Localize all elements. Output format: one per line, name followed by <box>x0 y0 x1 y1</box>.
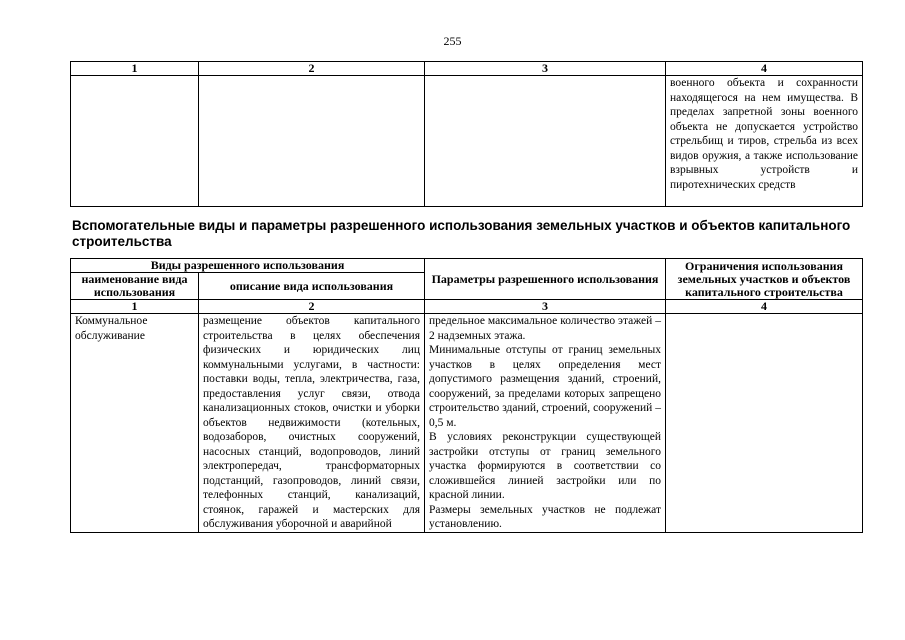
use-description: размещение объектов капитального строительства в целях обеспечения физических и юридических лиц коммунальными услугами, в частности: поставки воды, тепла, электричества, газа, предоставления услуг связи, отвода канализационных стоков, очистки и уборки объектов недвижимости (котельных, водозаборов, очистных сооружений, насосных станций, водопроводов, линий электропередач, трансформаторных подстанций, газопроводов, линий связи, телефонных станций, канализаций, стоянок, гаражей и мастерских для обслуживания уборочной и аварийной <box>199 314 425 533</box>
parameter-setbacks: Минимальные отступы от границ земельных участков в целях определения мест допустимого размещения зданий, строений, сооружений, за пределами которых запрещено строительство зданий, строений, сооружений – 0,5 м. <box>429 344 661 429</box>
parameter-reconstruction: В условиях реконструкции существующей застройки отступы от границ земельного участка формируются в соответствии со сложившейся линией застройки или по красной линии. <box>429 431 661 501</box>
parameter-plot-size: Размеры земельных участков не подлежат установлению. <box>429 503 661 530</box>
use-parameters <box>425 314 666 533</box>
column-number-3: 3 <box>425 300 666 314</box>
parameter-floors: предельное максимальное количество этажей – 2 надземных этажа. <box>429 315 661 342</box>
section-heading: Вспомогательные виды и параметры разрешенного использования земельных участков и объектов капитального строительства <box>72 218 851 249</box>
column-number-4: 4 <box>666 62 863 76</box>
header-use-name: наименование вида использования <box>71 273 199 300</box>
use-restrictions <box>666 314 863 533</box>
military-zone-restriction-text: военного объекта и сохранности находящегося на нем имущества. В пределах запретной зоны военного объекта не допускается устройство стрельбищ и тиров, стрельба из всех видов оружия, а также использование взрывных устройств и пиротехнических средств <box>666 76 863 207</box>
column-number-2: 2 <box>199 300 425 314</box>
column-number-1: 1 <box>71 300 199 314</box>
cell-col3 <box>425 76 666 207</box>
cell-col2 <box>199 76 425 207</box>
table-row <box>71 76 863 207</box>
column-number-2: 2 <box>199 62 425 76</box>
column-number-1: 1 <box>71 62 199 76</box>
header-parameters: Параметры разрешенного использования <box>425 259 666 300</box>
column-number-3: 3 <box>425 62 666 76</box>
header-use-description: описание вида использования <box>199 273 425 300</box>
auxiliary-uses-table <box>70 258 863 533</box>
header-permitted-uses: Виды разрешенного использования <box>71 259 425 273</box>
continuation-table <box>70 61 863 207</box>
page-number: 255 <box>443 34 462 48</box>
cell-col1 <box>71 76 199 207</box>
table-row <box>71 314 863 533</box>
header-restrictions: Ограничения использования земельных участков и объектов капитального строительства <box>666 259 863 300</box>
use-name: Коммунальное обслуживание <box>71 314 199 533</box>
column-number-4: 4 <box>666 300 863 314</box>
